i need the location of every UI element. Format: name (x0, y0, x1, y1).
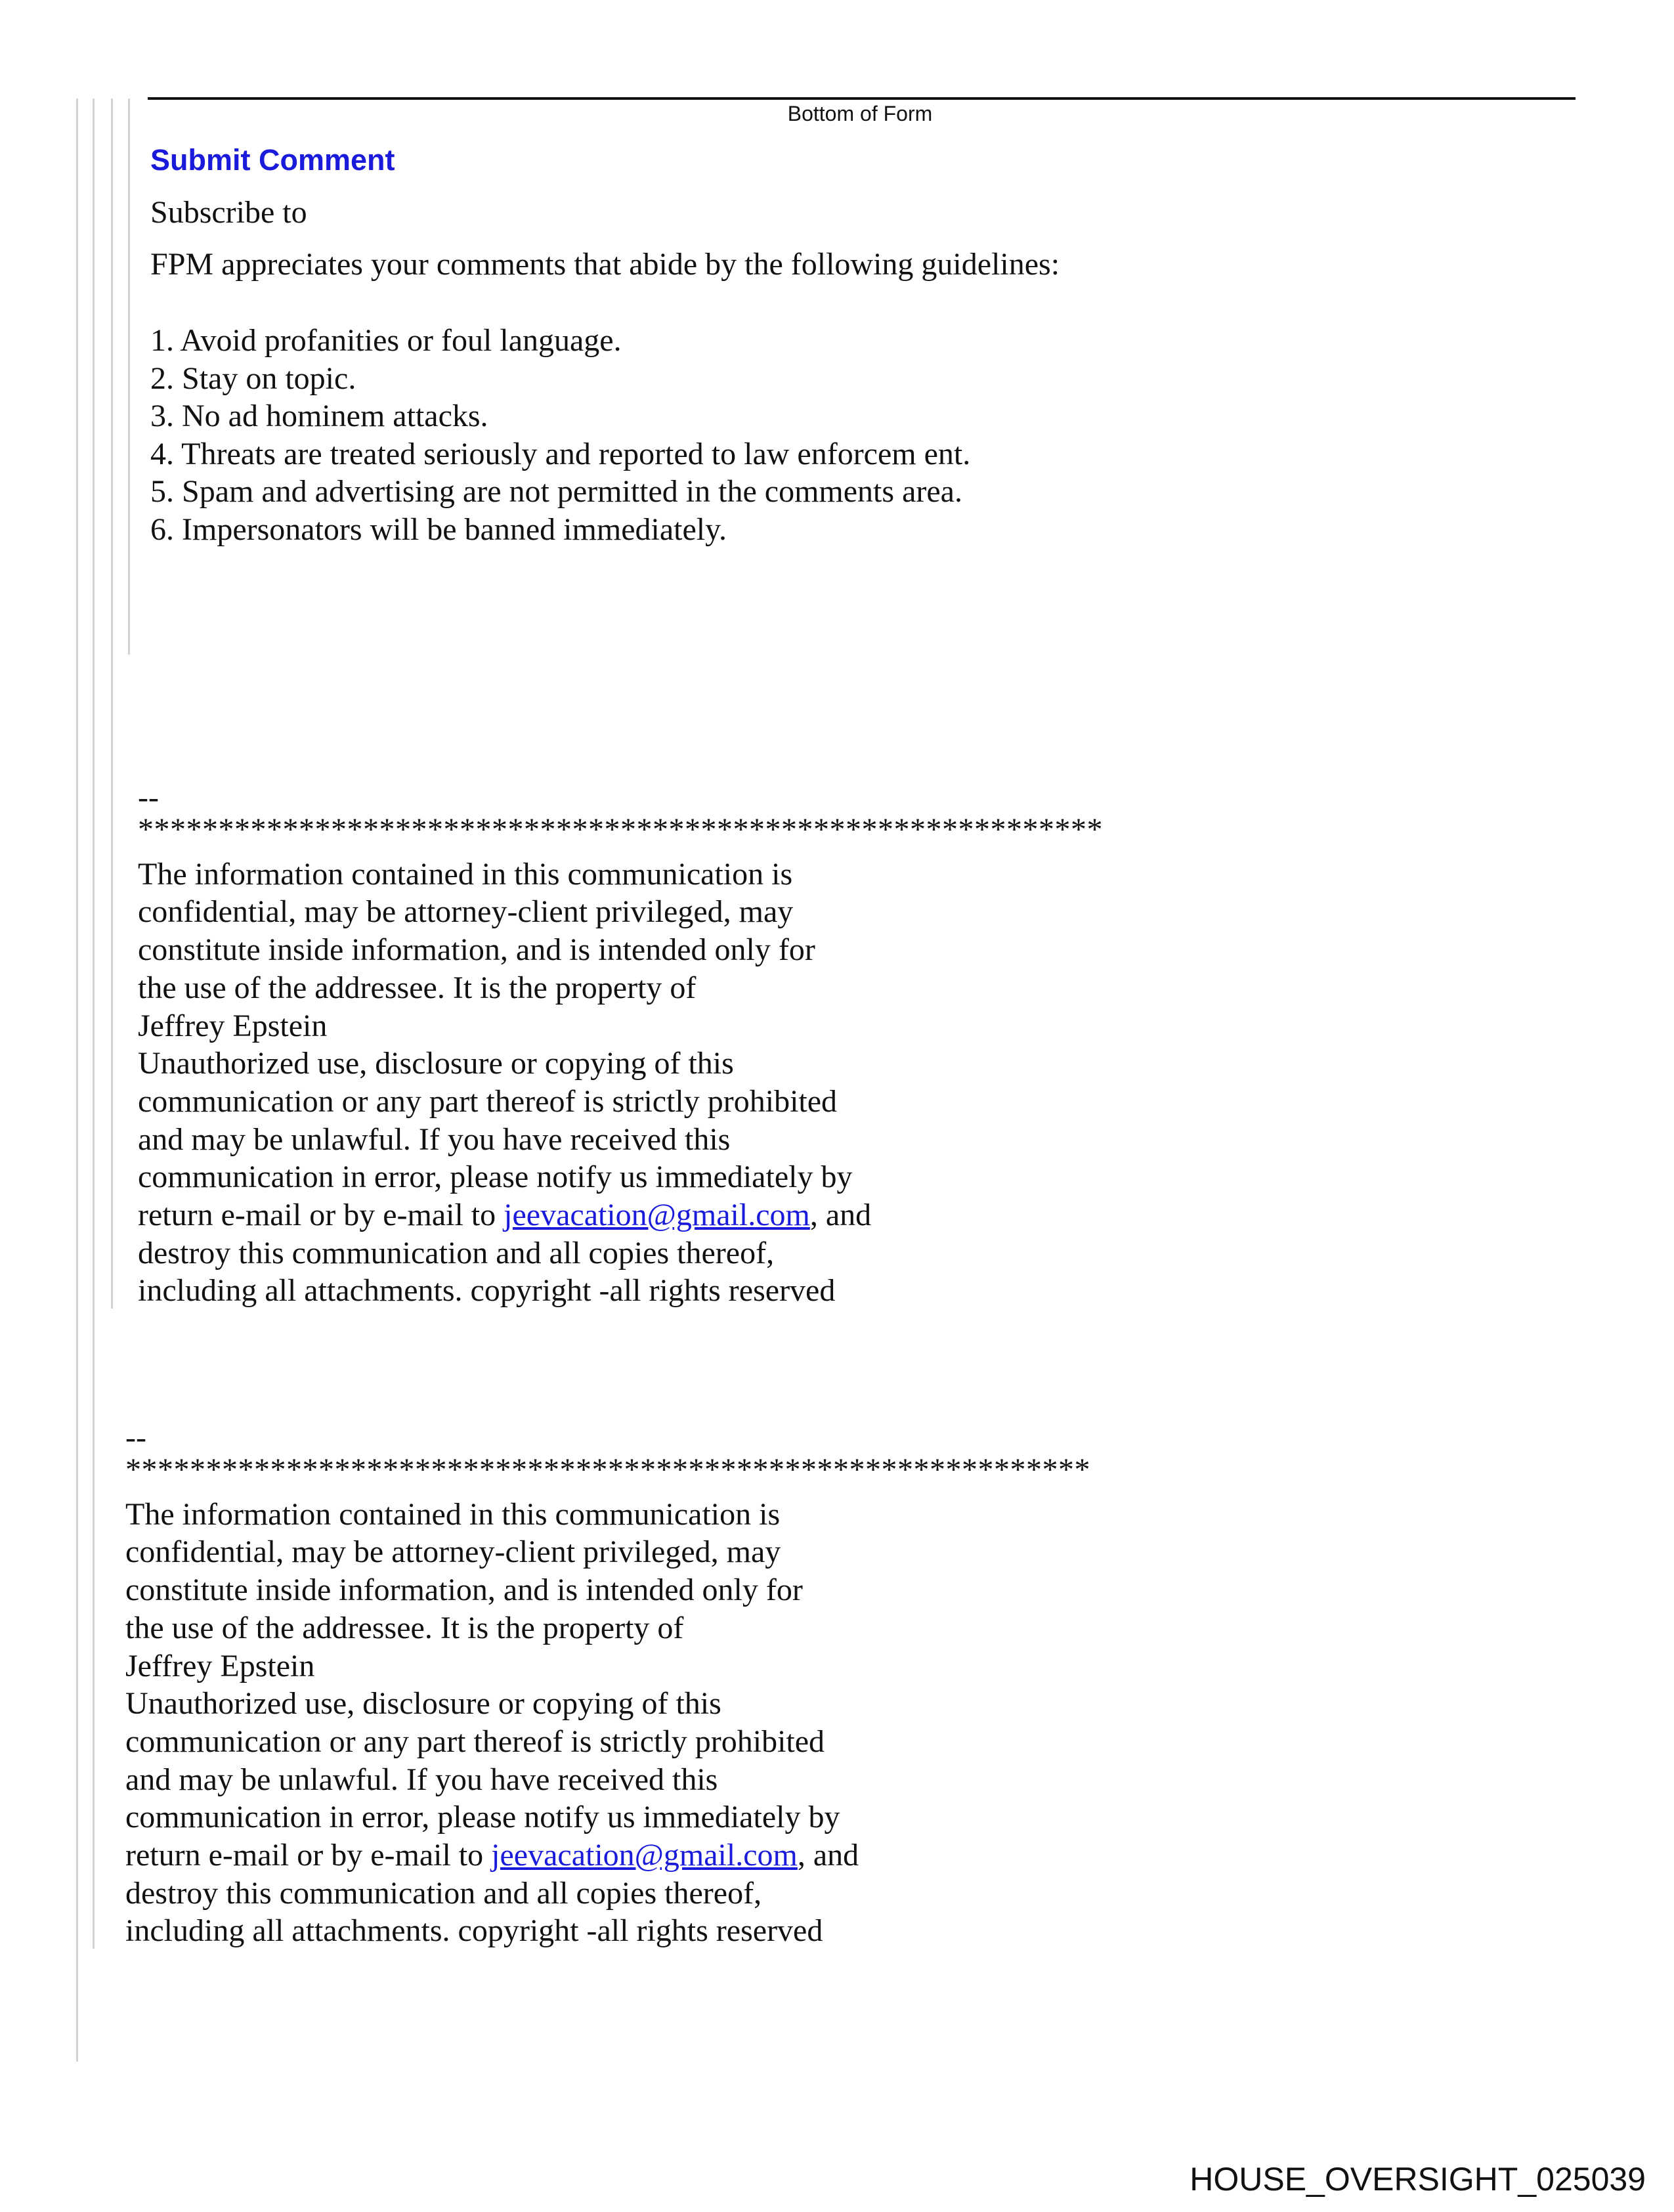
link-prefix: return e-mail or by e-mail to (125, 1838, 492, 1873)
bottom-of-form-label: Bottom of Form (787, 102, 933, 125)
link-prefix: return e-mail or by e-mail to (138, 1198, 504, 1233)
signature-line: confidential, may be attorney-client privileged, may (125, 1534, 781, 1570)
email-link[interactable]: jeevacation@gmail.com (504, 1198, 810, 1233)
confidentiality-signature (138, 780, 1103, 1310)
signature-line: destroy this communication and all copies thereof, (138, 1235, 775, 1270)
signature-line: communication or any part thereof is strictly prohibited (138, 1083, 838, 1119)
signature-line: The information contained in this communication is (125, 1496, 781, 1532)
signature-line: Jeffrey Epstein (138, 1008, 328, 1043)
signature-line: The information contained in this communication is (138, 856, 793, 892)
signature-line: constitute inside information, and is intended only for (125, 1572, 803, 1608)
signature-line: destroy this communication and all copies thereof, (125, 1875, 762, 1911)
asterisk-rule: ************************************************************ (125, 1452, 1090, 1487)
signature-separator: -- (125, 1420, 146, 1455)
email-link[interactable]: jeevacation@gmail.com (491, 1838, 798, 1873)
signature-line: including all attachments. copyright -all rights reserved (125, 1913, 823, 1949)
signature-line: communication or any part thereof is strictly prohibited (125, 1724, 825, 1759)
signature-line: Jeffrey Epstein (125, 1648, 315, 1683)
signature-line: confidential, may be attorney-client privileged, may (138, 894, 794, 930)
signature-line: Unauthorized use, disclosure or copying of this (138, 1046, 734, 1081)
signature-line: and may be unlawful. If you have received this (125, 1762, 718, 1797)
signature-line: the use of the addressee. It is the property of (138, 970, 697, 1005)
link-suffix: , and (797, 1838, 859, 1873)
signature-line: Unauthorized use, disclosure or copying of this (125, 1686, 721, 1722)
guideline-item: 6. Impersonators will be banned immediately. (150, 511, 727, 547)
asterisk-rule: ************************************************************ (138, 812, 1103, 847)
guideline-item: 3. No ad hominem attacks. (150, 399, 488, 433)
guidelines-intro: FPM appreciates your comments that abide by the following guidelines: (150, 247, 1060, 282)
signature-line: the use of the addressee. It is the property of (125, 1610, 684, 1645)
signature-line (138, 1196, 1103, 1234)
guideline-item: 5. Spam and advertising are not permitted in the comments area. (150, 474, 962, 509)
quote-bar (93, 98, 95, 1949)
quote-bar (76, 98, 78, 2062)
link-suffix: , and (809, 1198, 872, 1233)
bates-number: HOUSE_OVERSIGHT_025039 (1190, 2161, 1646, 2198)
signature-line: communication in error, please notify us immediately by (138, 1160, 853, 1195)
guidelines-list (150, 322, 970, 548)
guideline-item: 4. Threats are treated seriously and reported to law enforcem ent. (150, 436, 971, 471)
signature-line: including all attachments. copyright -all rights reserved (138, 1273, 836, 1309)
submit-comment-button[interactable]: Submit Comment (150, 143, 395, 177)
confidentiality-signature (125, 1420, 1090, 1950)
quote-bar (111, 98, 113, 1309)
guideline-item: 1. Avoid profanities or foul language. (150, 323, 622, 358)
quote-bar (128, 98, 130, 655)
signature-separator: -- (138, 780, 159, 815)
signature-line (125, 1836, 1090, 1875)
signature-line: communication in error, please notify us immediately by (125, 1800, 840, 1835)
guideline-item: 2. Stay on topic. (150, 360, 356, 396)
signature-line: and may be unlawful. If you have received this (138, 1121, 731, 1157)
form-divider (148, 97, 1576, 100)
subscribe-text: Subscribe to (150, 195, 307, 230)
signature-line: constitute inside information, and is intended only for (138, 932, 815, 968)
